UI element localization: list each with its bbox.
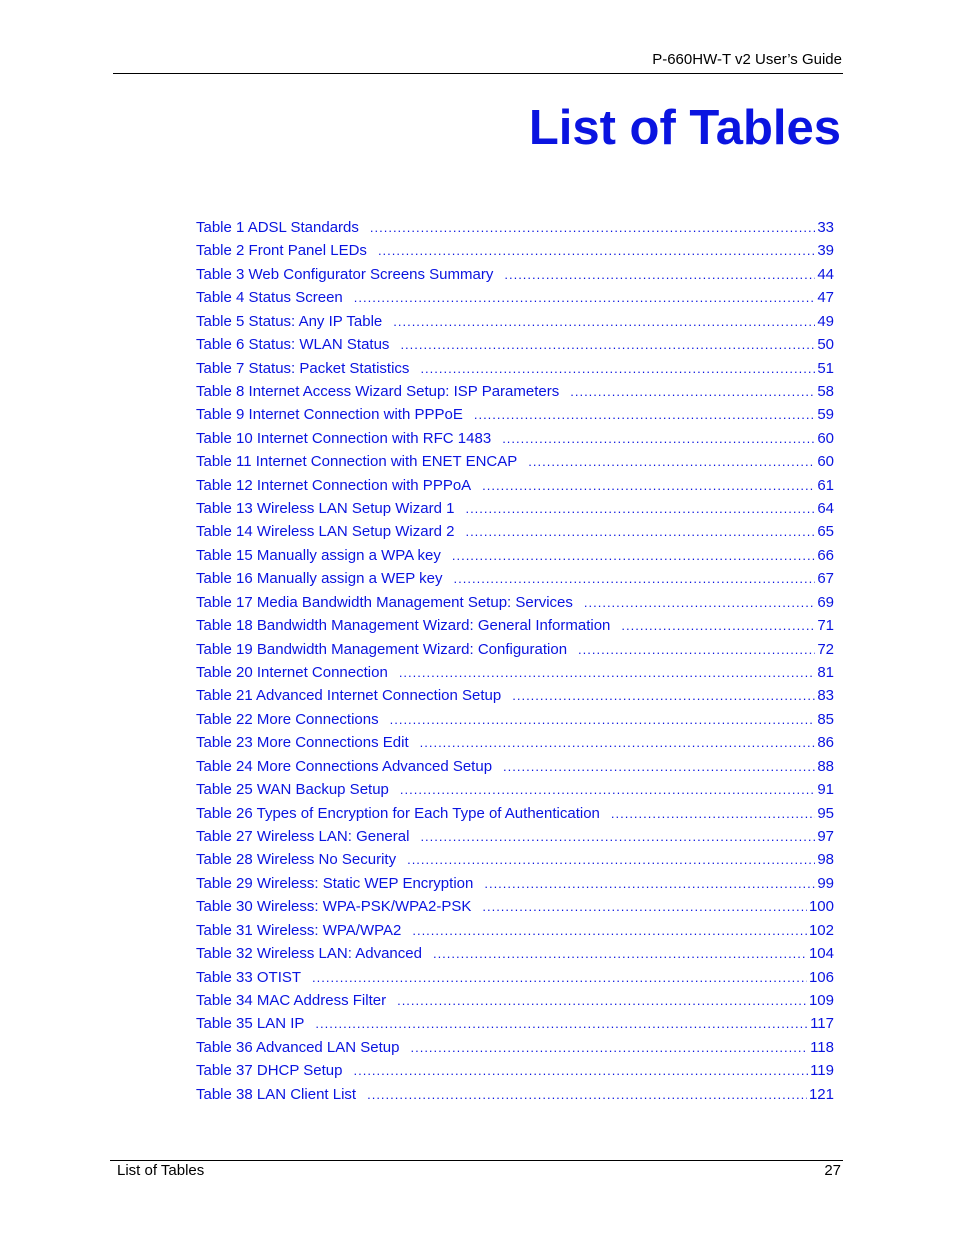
toc-entry-label[interactable]: Table 21 Advanced Internet Connection Setup xyxy=(196,687,502,705)
toc-entry[interactable] xyxy=(196,872,834,895)
dot-leader xyxy=(502,427,815,450)
dot-leader xyxy=(397,989,807,1012)
toc-entry-label[interactable]: Table 24 More Connections Advanced Setup xyxy=(196,757,493,775)
toc-entry[interactable] xyxy=(196,731,834,754)
toc-entry[interactable] xyxy=(196,825,834,848)
toc-entry-page[interactable]: 88 xyxy=(817,757,834,775)
toc-entry-page[interactable]: 39 xyxy=(817,242,834,260)
dot-leader xyxy=(412,919,807,942)
toc-entry-page[interactable]: 83 xyxy=(817,687,834,705)
toc-entry[interactable] xyxy=(196,239,834,262)
toc-entry-label[interactable]: Table 10 Internet Connection with RFC 1483 xyxy=(196,429,492,447)
dot-leader xyxy=(482,474,815,497)
toc-entry-page[interactable]: 58 xyxy=(817,382,834,400)
dot-leader xyxy=(393,310,815,333)
toc-entry[interactable] xyxy=(196,1059,834,1082)
dot-leader xyxy=(578,638,815,661)
dot-leader xyxy=(484,872,815,895)
dot-leader xyxy=(367,1083,807,1106)
toc-entry-page[interactable]: 61 xyxy=(817,476,834,494)
toc-entry[interactable] xyxy=(196,638,834,661)
toc-entry-page[interactable]: 97 xyxy=(817,827,834,845)
dot-leader xyxy=(454,567,816,590)
toc-entry-label[interactable]: Table 31 Wireless: WPA/WPA2 xyxy=(196,921,402,939)
toc-entry[interactable] xyxy=(196,380,834,403)
dot-leader xyxy=(504,263,815,286)
toc-entry[interactable] xyxy=(196,450,834,473)
toc-entry[interactable] xyxy=(196,357,834,380)
toc-entry-label[interactable]: Table 13 Wireless LAN Setup Wizard 1 xyxy=(196,500,455,518)
toc-entry-page[interactable]: 71 xyxy=(817,617,834,635)
toc-entry-label[interactable]: Table 9 Internet Connection with PPPoE xyxy=(196,406,463,424)
toc-entry[interactable] xyxy=(196,1083,834,1106)
toc-entry[interactable] xyxy=(196,567,834,590)
dot-leader xyxy=(312,966,807,989)
dot-leader xyxy=(390,708,816,731)
page-title: List of Tables xyxy=(528,101,841,155)
toc-entry-label[interactable]: Table 1 ADSL Standards xyxy=(196,219,359,236)
toc-entry-page[interactable]: 60 xyxy=(817,429,834,447)
toc-entry[interactable] xyxy=(196,848,834,871)
toc-entry[interactable] xyxy=(196,942,834,965)
dot-leader xyxy=(482,895,807,918)
toc-entry-label[interactable]: Table 12 Internet Connection with PPPoA xyxy=(196,476,472,494)
toc-entry-page[interactable]: 102 xyxy=(808,921,834,939)
dot-leader xyxy=(399,661,816,684)
toc-entry[interactable] xyxy=(196,263,834,286)
dot-leader xyxy=(315,1012,808,1035)
toc-entry-label[interactable]: Table 34 MAC Address Filter xyxy=(196,991,387,1009)
toc-entry-label[interactable]: Table 15 Manually assign a WPA key xyxy=(196,546,441,564)
toc-entry-page[interactable]: 86 xyxy=(817,734,834,752)
toc-entry-label[interactable]: Table 37 DHCP Setup xyxy=(196,1062,343,1080)
toc-entry-page[interactable]: 106 xyxy=(808,968,834,986)
toc-entry-label[interactable]: Table 35 LAN IP xyxy=(196,1015,305,1033)
dot-leader xyxy=(584,591,815,614)
toc-entry-label[interactable]: Table 38 LAN Client List xyxy=(196,1085,357,1103)
toc-entry-label[interactable]: Table 17 Media Bandwidth Management Setup: Services xyxy=(196,593,573,611)
dot-leader xyxy=(474,403,815,426)
toc-entry[interactable] xyxy=(196,755,834,778)
toc-entry[interactable] xyxy=(196,778,834,801)
footer-section-name: List of Tables xyxy=(117,1162,205,1179)
dot-leader xyxy=(452,544,815,567)
toc-entry-page[interactable]: 49 xyxy=(817,312,834,330)
toc-entry-label[interactable]: Table 36 Advanced LAN Setup xyxy=(196,1038,400,1056)
toc-entry-label[interactable]: Table 6 Status: WLAN Status xyxy=(196,336,390,354)
toc-entry-page[interactable]: 100 xyxy=(808,898,834,916)
toc-entry[interactable] xyxy=(196,895,834,918)
footer-rule xyxy=(110,1160,843,1161)
dot-leader xyxy=(420,731,816,754)
toc-entry[interactable] xyxy=(196,403,834,426)
toc-entry-page[interactable]: 66 xyxy=(817,546,834,564)
toc-entry-page[interactable]: 99 xyxy=(817,874,834,892)
toc-entry-page[interactable]: 64 xyxy=(817,500,834,518)
toc-entry-page[interactable]: 98 xyxy=(817,851,834,869)
dot-leader xyxy=(407,848,815,871)
toc-entry-label[interactable]: Table 28 Wireless No Security xyxy=(196,851,397,869)
dot-leader xyxy=(621,614,815,637)
toc-entry[interactable] xyxy=(196,497,834,520)
toc-entry-label[interactable]: Table 16 Manually assign a WEP key xyxy=(196,570,443,588)
toc-entry-label[interactable]: Table 7 Status: Packet Statistics xyxy=(196,359,410,377)
toc-entry-label[interactable]: Table 33 OTIST xyxy=(196,968,302,986)
toc-entry-page[interactable]: 51 xyxy=(817,359,834,377)
toc-entry[interactable] xyxy=(196,427,834,450)
toc-entry[interactable] xyxy=(196,919,834,942)
dot-leader xyxy=(354,286,816,309)
dot-leader xyxy=(420,825,815,848)
toc-entry-page[interactable]: 81 xyxy=(817,664,834,682)
toc-entry[interactable] xyxy=(196,614,834,637)
toc-entry[interactable] xyxy=(196,591,834,614)
dot-leader xyxy=(570,380,815,403)
toc-entry[interactable] xyxy=(196,989,834,1012)
dot-leader xyxy=(611,802,815,825)
toc-entry-label[interactable]: Table 19 Bandwidth Management Wizard: Configuration xyxy=(196,640,568,658)
toc-entry-page[interactable]: 95 xyxy=(817,804,834,822)
guide-title: P-660HW-T v2 User’s Guide xyxy=(652,51,842,68)
toc-entry[interactable] xyxy=(196,708,834,731)
toc-entry-page[interactable]: 121 xyxy=(808,1085,834,1103)
toc-entry-label[interactable]: Table 18 Bandwidth Management Wizard: General Information xyxy=(196,617,611,635)
dot-leader xyxy=(528,450,815,473)
toc-entry-page[interactable]: 67 xyxy=(817,570,834,588)
toc-entry-page[interactable]: 119 xyxy=(810,1062,834,1080)
toc-entry-label[interactable]: Table 23 More Connections Edit xyxy=(196,734,409,752)
toc-entry-label[interactable]: Table 27 Wireless LAN: General xyxy=(196,827,410,845)
toc-entry-label[interactable]: Table 22 More Connections xyxy=(196,710,379,728)
toc-entry-label[interactable]: Table 25 WAN Backup Setup xyxy=(196,781,389,799)
dot-leader xyxy=(465,497,815,520)
dot-leader xyxy=(433,942,807,965)
toc-entry-page[interactable]: 50 xyxy=(817,336,834,354)
toc-entry-page[interactable]: 69 xyxy=(817,593,834,611)
dot-leader xyxy=(353,1059,808,1082)
toc-entry-page[interactable]: 118 xyxy=(810,1038,834,1056)
toc-entry[interactable] xyxy=(196,216,834,239)
toc-entry-label[interactable]: Table 5 Status: Any IP Table xyxy=(196,312,383,330)
toc-entry-page[interactable]: 65 xyxy=(817,523,834,541)
toc-entry[interactable] xyxy=(196,802,834,825)
toc-entry-page[interactable]: 91 xyxy=(817,781,834,799)
dot-leader xyxy=(378,239,815,262)
toc-entry-page[interactable]: 72 xyxy=(817,640,834,658)
dot-leader xyxy=(370,216,815,239)
toc-entry-page[interactable]: 109 xyxy=(808,991,834,1009)
dot-leader xyxy=(400,778,815,801)
toc-entry-label[interactable]: Table 14 Wireless LAN Setup Wizard 2 xyxy=(196,523,455,541)
toc-entry-label[interactable]: Table 4 Status Screen xyxy=(196,289,343,307)
dot-leader xyxy=(465,520,815,543)
toc-entry[interactable] xyxy=(196,286,834,309)
dot-leader xyxy=(400,333,815,356)
toc-entry[interactable] xyxy=(196,684,834,707)
toc-entry-page[interactable]: 33 xyxy=(817,219,834,236)
toc-entry[interactable] xyxy=(196,966,834,989)
toc-entry-label[interactable]: Table 3 Web Configurator Screens Summary xyxy=(196,265,494,283)
toc-entry[interactable] xyxy=(196,310,834,333)
dot-leader xyxy=(410,1036,808,1059)
toc-entry[interactable] xyxy=(196,520,834,543)
toc-entry-page[interactable]: 104 xyxy=(808,945,834,963)
toc-entry-label[interactable]: Table 29 Wireless: Static WEP Encryption xyxy=(196,874,474,892)
toc-entry-page[interactable]: 60 xyxy=(817,453,834,471)
table-list xyxy=(196,216,834,1106)
dot-leader xyxy=(512,684,815,707)
toc-entry-label[interactable]: Table 20 Internet Connection xyxy=(196,664,388,682)
dot-leader xyxy=(503,755,815,778)
toc-entry-label[interactable]: Table 11 Internet Connection with ENET ENCAP xyxy=(196,453,518,471)
toc-entry[interactable] xyxy=(196,1036,834,1059)
toc-entry-label[interactable]: Table 30 Wireless: WPA-PSK/WPA2-PSK xyxy=(196,898,472,916)
toc-entry-page[interactable]: 59 xyxy=(817,406,834,424)
toc-entry-page[interactable]: 44 xyxy=(817,265,834,283)
toc-entry-page[interactable]: 47 xyxy=(817,289,834,307)
toc-entry-page[interactable]: 85 xyxy=(817,710,834,728)
toc-entry[interactable] xyxy=(196,1012,834,1035)
header-rule xyxy=(113,73,843,74)
toc-entry-label[interactable]: Table 32 Wireless LAN: Advanced xyxy=(196,945,422,963)
toc-entry-page[interactable]: 117 xyxy=(810,1015,834,1033)
toc-entry-label[interactable]: Table 8 Internet Access Wizard Setup: ISP Parameters xyxy=(196,382,560,400)
toc-entry-label[interactable]: Table 2 Front Panel LEDs xyxy=(196,242,367,260)
dot-leader xyxy=(420,357,815,380)
toc-entry[interactable] xyxy=(196,333,834,356)
toc-entry[interactable] xyxy=(196,661,834,684)
toc-entry-label[interactable]: Table 26 Types of Encryption for Each Type of Authentication xyxy=(196,804,600,822)
footer-page-number: 27 xyxy=(824,1162,841,1179)
toc-entry[interactable] xyxy=(196,474,834,497)
toc-entry[interactable] xyxy=(196,544,834,567)
